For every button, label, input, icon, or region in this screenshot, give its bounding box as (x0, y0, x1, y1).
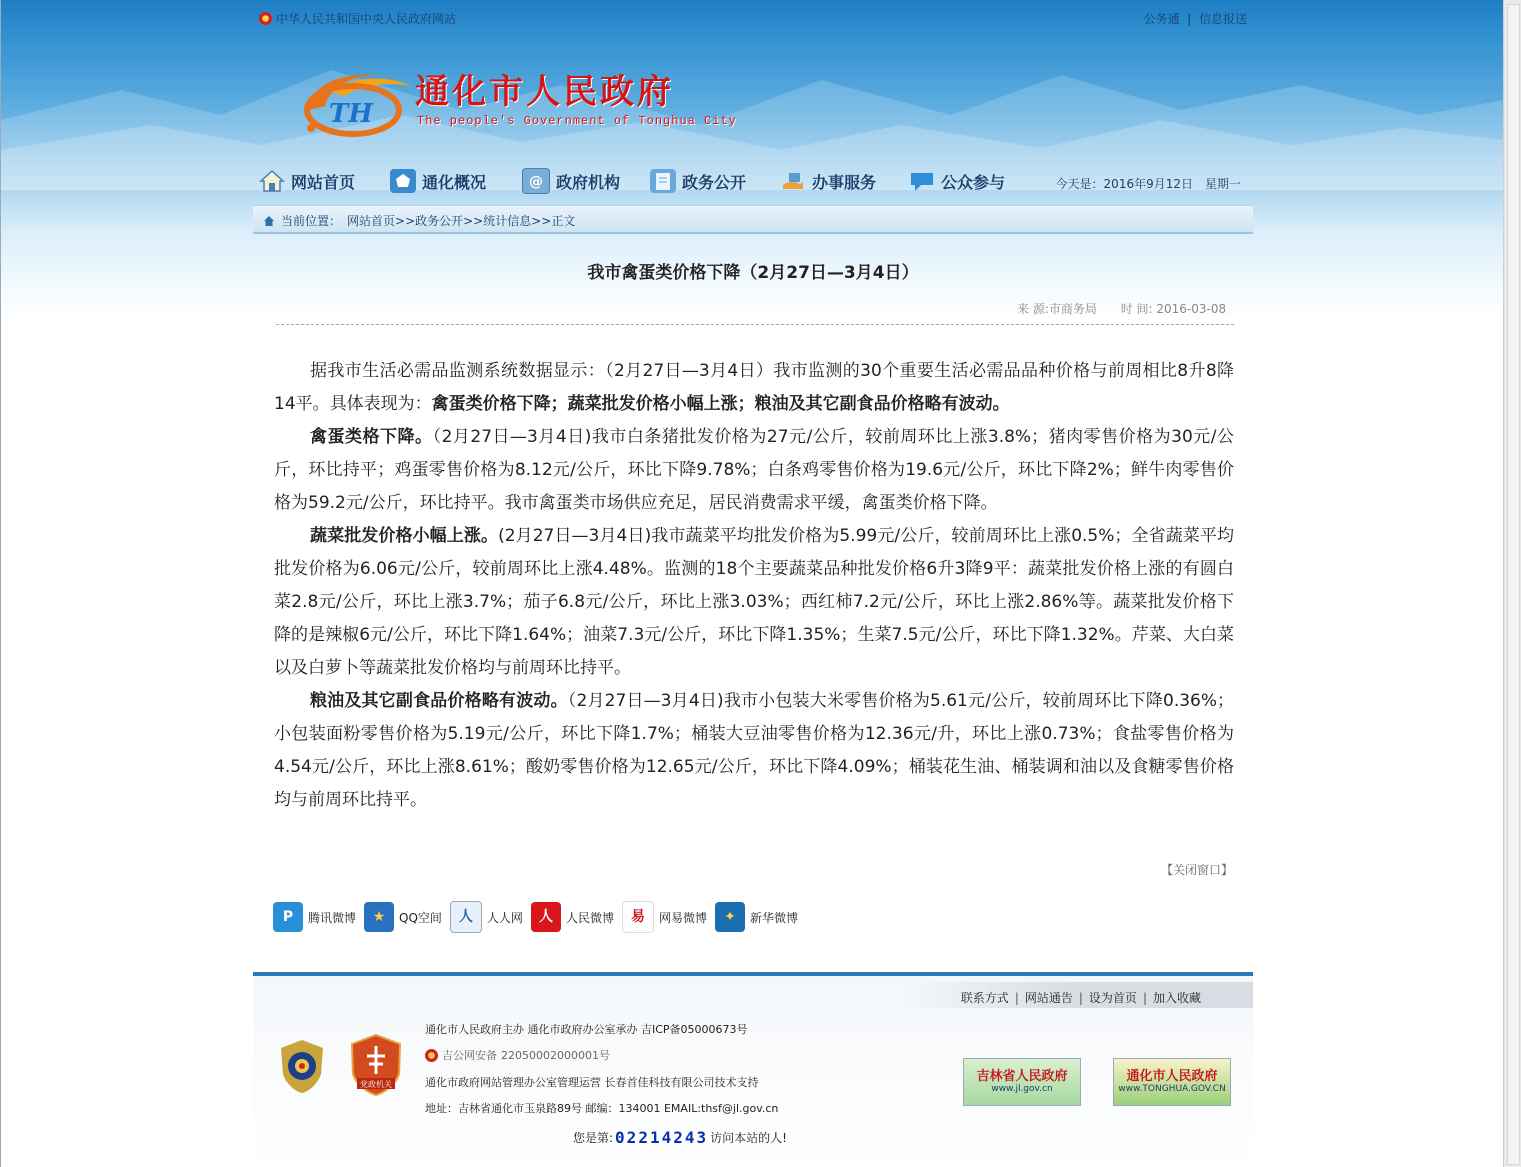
tencent-weibo-icon: P (273, 902, 303, 932)
footer-notice-link[interactable]: 网站通告 (1024, 991, 1073, 1005)
footer-police-record[interactable]: 吉公网安备 22050002000001号 (425, 1047, 610, 1063)
nav-item-participation[interactable] (909, 165, 1005, 197)
footer-address: 地址：吉林省通化市玉泉路89号 邮编：134001 EMAIL:thsf@jl.gov.cn (425, 1102, 779, 1115)
current-date: 今天是：2016年9月12日 星期一 (1055, 177, 1241, 191)
vertical-scrollbar[interactable] (1503, 0, 1521, 1167)
footer-operator: 通化市政府网站管理办公室管理运营 长春首佳科技有限公司技术支持 (425, 1076, 759, 1089)
organization-icon (522, 168, 550, 194)
nav-label-overview: 通化概况 (422, 172, 487, 192)
site-title: 通化市人民政府 (415, 72, 674, 112)
paragraph-grain-oil: 粮油及其它副食品价格略有波动。（2月27日—3月4日)我市小包装大米零售价格为5.61元/公斤，较前周环比下降0.36%；小包装面粉零售价格为5.19元/公斤，环比下降1.7%；桶装大豆油零售价格为12.36元/升，环比上涨0.73%；食盐零售价格为4.54元/公斤，环比上涨8.61%；酸奶零售价格为12.65元/公斤，环比下降4.09%；桶装花生油、桶装调和油以及食糖零售价格均与前周环比持平。 (274, 691, 1235, 810)
share-people-weibo[interactable]: 人 人民微博 (531, 902, 614, 932)
breadcrumb-path[interactable]: 网站首页>>政务公开>>统计信息>>正文 (347, 214, 576, 228)
close-window-link[interactable]: 【关闭窗口】 (1161, 863, 1234, 877)
footer-links: 联系方式 | 网站通告 | 设为首页 | 加入收藏 (903, 982, 1253, 1008)
article-body (274, 355, 1234, 817)
share-xinhua-weibo[interactable]: ✦ 新华微博 (715, 902, 798, 932)
visit-count: 02214243 (615, 1128, 709, 1147)
nav-item-service[interactable] (780, 165, 876, 197)
nav-item-publicity[interactable] (650, 165, 746, 197)
paragraph-vegetables: 蔬菜批发价格小幅上涨。(2月27日—3月4日)我市蔬菜平均批发价格为5.99元/公斤，较前周环比上涨0.5%；全省蔬菜平均批发价格为6.06元/公斤，较前周环比上涨4.48%。监测的18个主要蔬菜品种批发价格6升3降9平：蔬菜批发价格上涨的有圆白菜2.8元/公斤，环比上涨3.7%；茄子6.8元/公斤，环比上涨3.03%；西红柿7.2元/公斤，环比上涨2.86%等。蔬菜批发价格下降的是辣椒6元/公斤，环比下降1.64%；油菜7.3元/公斤，环比下降1.35%；生菜7.5元/公斤，环比下降1.32%。芹菜、大白菜以及白萝卜等蔬菜批发价格均与前周环比持平。 (274, 526, 1234, 678)
home-icon (259, 169, 285, 193)
chat-bubble-icon (909, 169, 935, 193)
footer-favorite-link[interactable]: 加入收藏 (1152, 991, 1201, 1005)
top-bar (253, 0, 1253, 34)
paragraph-summary: 据我市生活必需品监测系统数据显示：（2月27日—3月4日）我市监测的30个重要生活必需品品种价格与前周相比8升8降14平。具体表现为：禽蛋类价格下降；蔬菜批发价格小幅上涨；粮油及其它副食品价格略有波动。 (274, 361, 1234, 414)
breadcrumb (253, 205, 1253, 234)
nav-label-service: 办事服务 (812, 172, 877, 192)
party-gov-badge-icon[interactable] (349, 1034, 403, 1096)
national-emblem-icon (259, 12, 272, 25)
central-gov-link[interactable]: 中华人民共和国中央人民政府网站 (276, 12, 457, 26)
article-title: 我市禽蛋类价格下降（2月27日—3月4日） (587, 263, 919, 283)
share-bar (273, 900, 806, 934)
footer-set-home-link[interactable]: 设为首页 (1088, 991, 1137, 1005)
nav-item-overview[interactable] (390, 165, 486, 197)
people-weibo-icon: 人 (531, 902, 561, 932)
svg-text:党政机关: 党政机关 (360, 1080, 392, 1089)
jilin-gov-logo[interactable]: 吉林省人民政府 www.jl.gov.cn (963, 1058, 1081, 1106)
separator: | (1183, 12, 1196, 26)
article-meta (1017, 300, 1246, 317)
footer (253, 972, 1253, 1167)
renren-icon: 人 (450, 901, 482, 933)
netease-weibo-icon: 易 (622, 901, 654, 933)
xinhua-weibo-icon: ✦ (715, 902, 745, 932)
nav-label-publicity: 政务公开 (682, 172, 747, 192)
police-badge-icon[interactable] (277, 1038, 327, 1094)
visit-counter: 您是第: 02214243 访问本站的人! (573, 1128, 787, 1147)
share-tencent-weibo[interactable]: P 腾讯微博 (273, 902, 356, 932)
svg-text:@: @ (529, 174, 543, 190)
breadcrumb-home-icon (263, 215, 275, 227)
paragraph-poultry: 禽蛋类格下降。（2月27日—3月4日)我市白条猪批发价格为27元/公斤，较前周环比上涨3.8%；猪肉零售价格为30元/公斤，环比持平；鸡蛋零售价格为8.12元/公斤，环比下降9.78%；白条鸡零售价格为19.6元/公斤，环比下降2%；鲜牛肉零售价格为59.2元/公斤，环比持平。我市禽蛋类市场供应充足，居民消费需求平缓，禽蛋类价格下降。 (274, 427, 1235, 513)
info-report-link[interactable]: 信息报送 (1198, 12, 1247, 26)
svg-text:TH: TH (329, 99, 373, 129)
article-source: 来 源:市商务局 (1017, 302, 1097, 316)
overview-icon (390, 169, 416, 193)
nav-label-participation: 公众参与 (941, 172, 1006, 192)
breadcrumb-label: 当前位置： (281, 214, 342, 228)
nav-item-home[interactable] (259, 165, 355, 197)
main-nav (259, 165, 1253, 197)
share-netease-weibo[interactable]: 易 网易微博 (622, 901, 707, 933)
document-icon (650, 169, 676, 193)
police-record-icon (425, 1049, 438, 1062)
qzone-icon: ★ (364, 902, 394, 932)
footer-contact-link[interactable]: 联系方式 (960, 991, 1009, 1005)
site-subtitle: The people's Government of Tonghua City (417, 114, 737, 128)
share-qzone[interactable]: ★ QQ空间 (364, 902, 442, 932)
service-icon (780, 169, 806, 193)
nav-item-organization[interactable] (522, 165, 620, 197)
share-renren[interactable]: 人 人人网 (450, 901, 523, 933)
tonghua-gov-logo[interactable]: 通化市人民政府 www.TONGHUA.GOV.CN (1113, 1058, 1231, 1106)
divider (276, 324, 1234, 325)
nav-label-organization: 政府机构 (556, 172, 621, 192)
footer-sponsor: 通化市人民政府主办 通化市政府办公室承办 吉ICP备05000673号 (425, 1023, 748, 1036)
gongwutong-link[interactable]: 公务通 (1143, 12, 1180, 26)
nav-label-home: 网站首页 (291, 172, 356, 192)
article-time: 时 间: 2016-03-08 (1120, 302, 1227, 316)
